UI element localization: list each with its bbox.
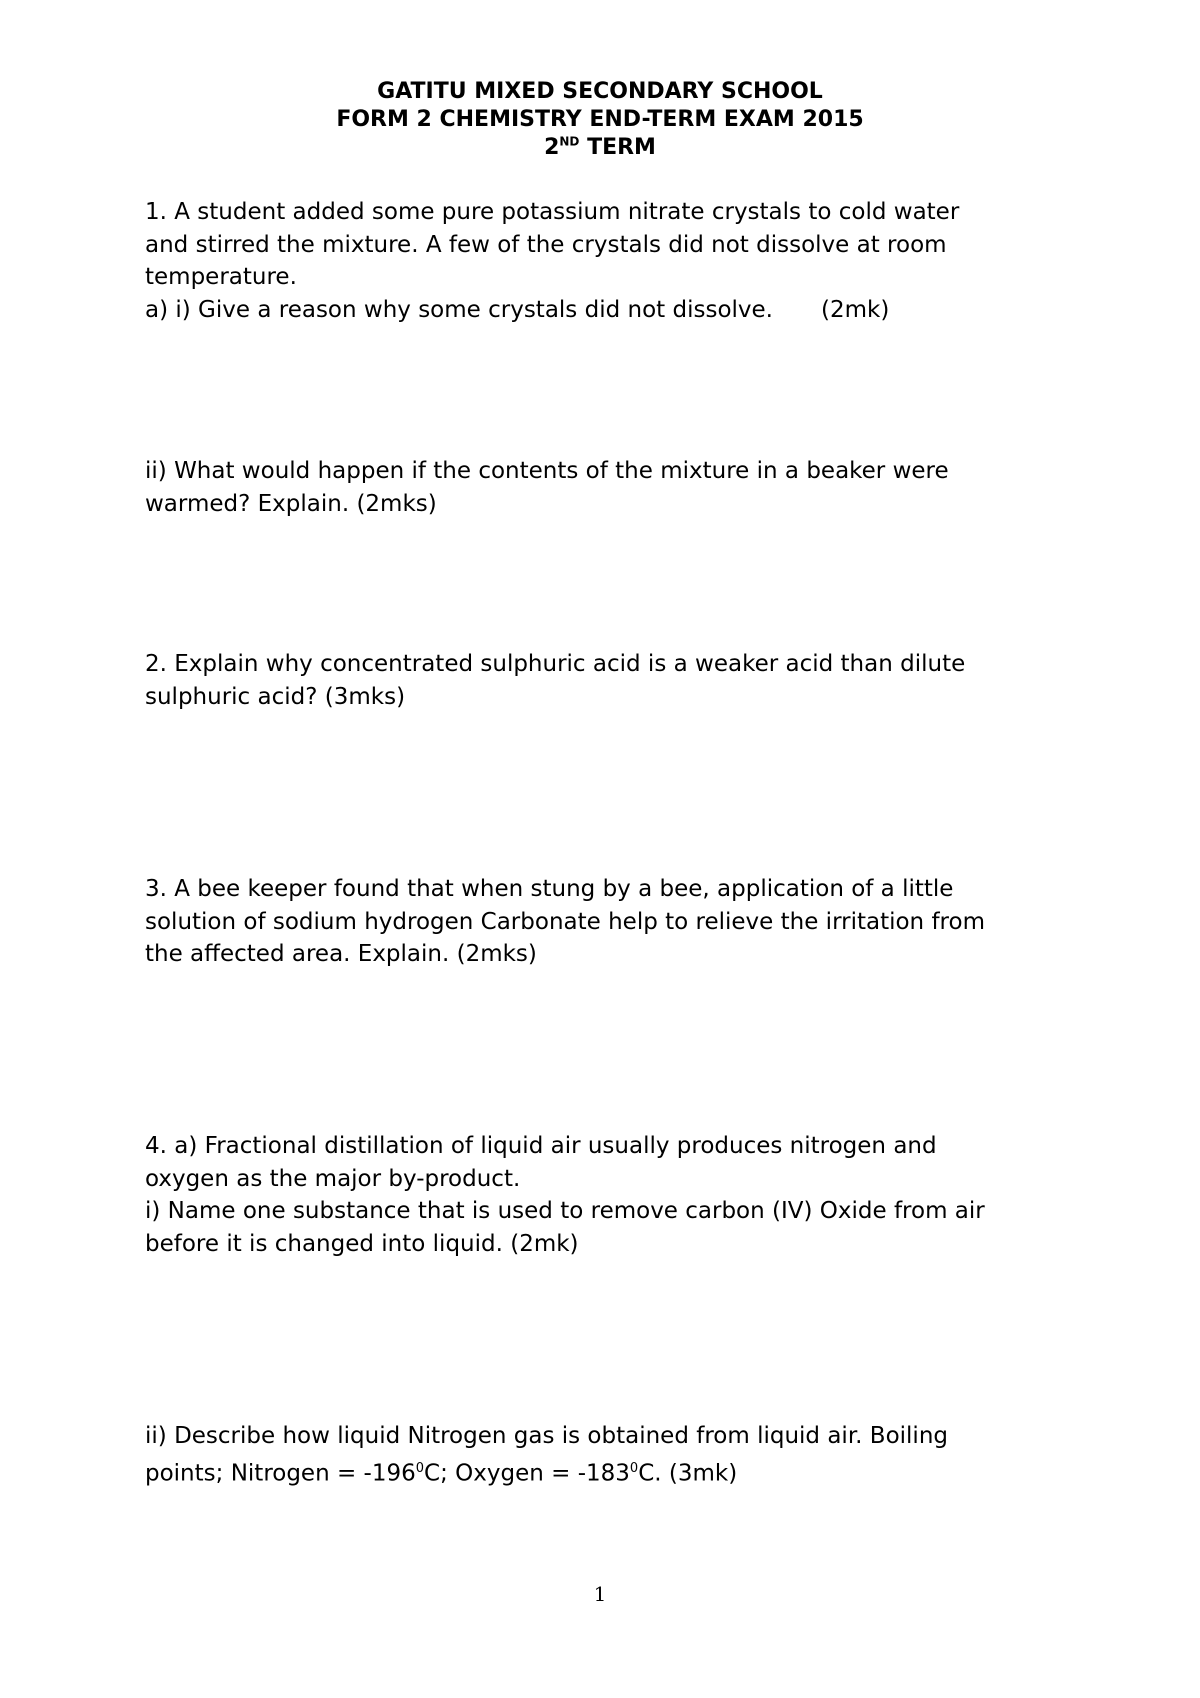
question-text: oxygen as the major by-product.: [145, 1165, 521, 1192]
question-text: 3. A bee keeper found that when stung by a bee, application of a little: [145, 876, 954, 902]
exam-header: [0, 78, 1200, 162]
question-text: solution of sodium hydrogen Carbonate help to relieve the irritation from: [145, 908, 985, 935]
term-label: 2ND TERM: [544, 134, 656, 160]
question-text: and stirred the mixture. A few of the crystals did not dissolve at room: [145, 231, 947, 258]
question-text: before it is changed into liquid. (2mk): [145, 1230, 579, 1257]
question-4-part-ii: [145, 1420, 1045, 1490]
question-text: temperature.: [145, 264, 297, 290]
question-2: [145, 648, 1045, 713]
question-text: 2. Explain why concentrated sulphuric acid is a weaker acid than dilute: [145, 651, 966, 677]
question-text: 4. a) Fractional distillation of liquid air usually produces nitrogen and: [145, 1133, 937, 1159]
question-text: warmed? Explain. (2mks): [145, 490, 437, 517]
question-text: sulphuric acid? (3mks): [145, 683, 406, 710]
exam-title: FORM 2 CHEMISTRY END-TERM EXAM 2015: [336, 107, 864, 132]
question-3: [145, 873, 1045, 971]
question-text: i) Name one substance that is used to remove carbon (IV) Oxide from air: [145, 1198, 985, 1224]
marks-label: (2mk): [820, 296, 890, 323]
question-1: [145, 196, 1045, 326]
question-1-part-a-ii: [145, 455, 1045, 520]
question-text: ii) Describe how liquid Nitrogen gas is obtained from liquid air. Boiling: [145, 1423, 948, 1449]
question-text: the affected area. Explain. (2mks): [145, 941, 537, 967]
question-text: points; Nitrogen = $-196^0C$; Oxygen = $-183^0C$. (3mk): [145, 1460, 738, 1487]
question-4: [145, 1130, 1045, 1260]
question-text: ii) What would happen if the contents of the mixture in a beaker were: [145, 458, 949, 484]
question-1-part-a-i: a) i) Give a reason why some crystals did not dissolve. (2mk): [145, 296, 890, 323]
page-number: 1: [593, 1582, 607, 1606]
school-name: GATITU MIXED SECONDARY SCHOOL: [377, 79, 823, 104]
question-text: 1. A student added some pure potassium nitrate crystals to cold water: [145, 199, 960, 225]
